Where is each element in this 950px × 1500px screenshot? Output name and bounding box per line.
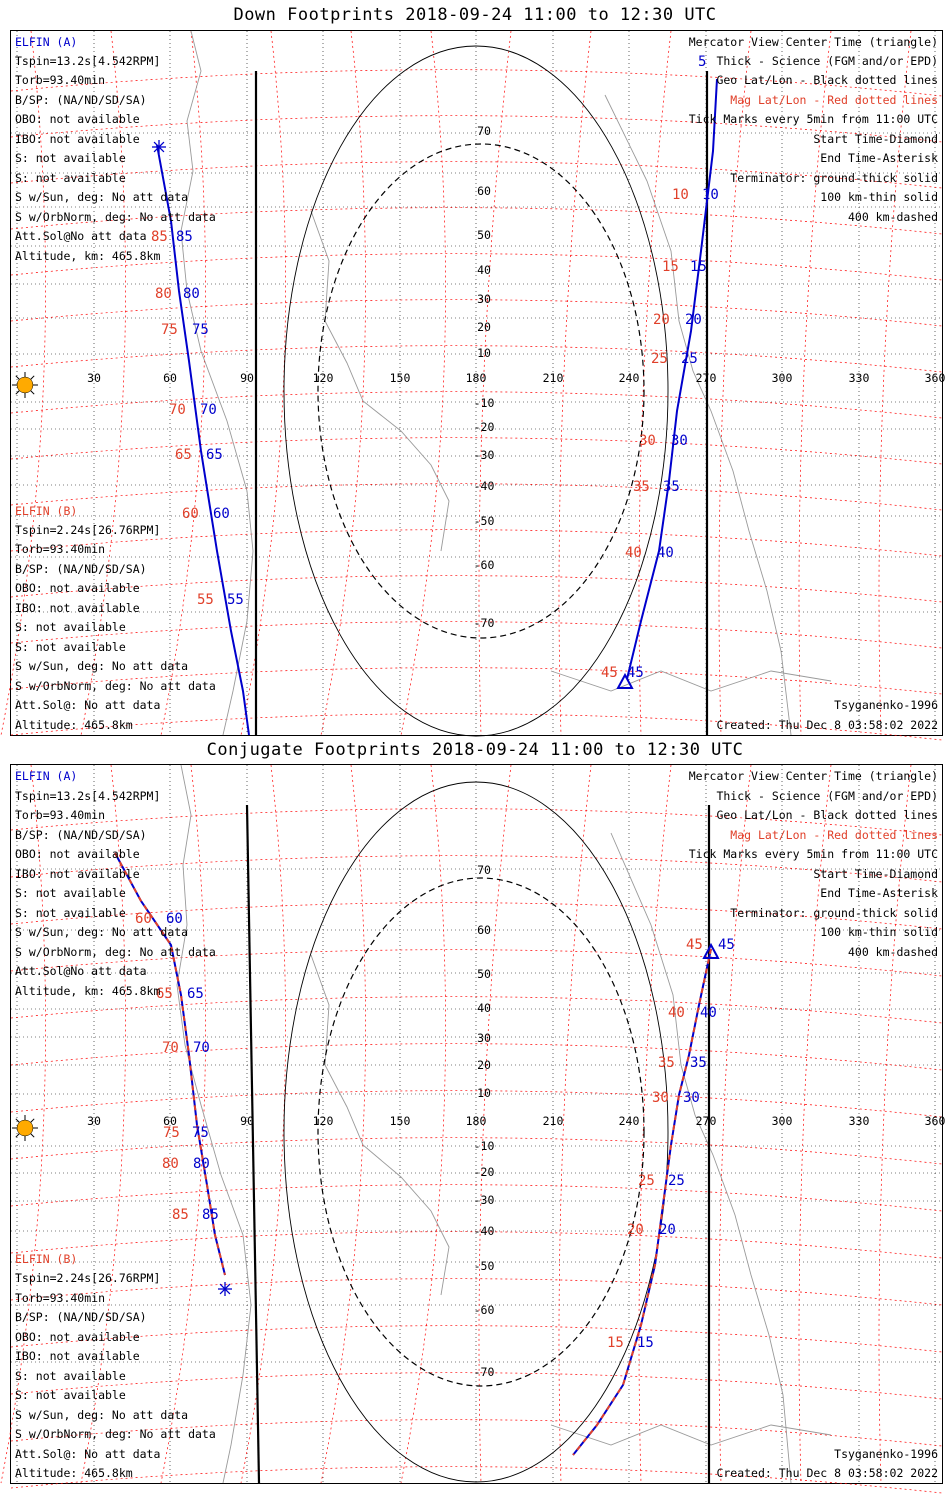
sat-a-line: S w/OrbNorm, deg: No att data xyxy=(15,945,216,959)
mag-meridian xyxy=(719,31,751,735)
latitude-label: 50 xyxy=(477,967,491,981)
down-footprints-title: Down Footprints 2018-09-24 11:00 to 12:30 UTC xyxy=(233,5,717,25)
sat-b-line: S: not available xyxy=(15,620,126,634)
latitude-label: 10 xyxy=(477,1086,491,1100)
tick-label-a: 10 xyxy=(702,187,719,203)
sat-b-line: B/SP: (NA/ND/SD/SA) xyxy=(15,1310,147,1324)
longitude-label: 180 xyxy=(465,1114,487,1128)
tick-label-a: 35 xyxy=(690,1055,707,1071)
longitude-label: 360 xyxy=(924,371,946,385)
longitude-label: 60 xyxy=(163,371,177,385)
sat-b-line: S w/Sun, deg: No att data xyxy=(15,659,189,673)
longitude-label: 60 xyxy=(163,1114,177,1128)
latitude-label: 60 xyxy=(477,923,491,937)
down-footprints-map xyxy=(10,30,946,736)
sat-b-line: Tspin=2.24s[26.76RPM] xyxy=(15,1271,161,1285)
conjugate-footprints-map xyxy=(10,764,946,1484)
tick-label-a: 5 xyxy=(698,54,707,70)
latitude-label: -40 xyxy=(473,1224,495,1238)
tick-label-b: 30 xyxy=(639,433,656,449)
tick-label-a: 75 xyxy=(192,1125,209,1141)
latitude-label: -70 xyxy=(473,1365,495,1379)
legend-line: Terminator: ground-thick solid xyxy=(730,171,938,185)
tick-label-b: 35 xyxy=(633,479,650,495)
sat-a-line: Altitude, km: 465.8km xyxy=(15,249,161,263)
sat-a-line: Torb=93.40min xyxy=(15,808,106,822)
sat-a-line: Att.Sol@No att data xyxy=(15,964,147,978)
tick-label-a: 45 xyxy=(627,665,644,681)
sat-b-line: OBO: not available xyxy=(15,1330,140,1344)
tick-label-b: 75 xyxy=(161,322,178,338)
tick-label-a: 70 xyxy=(193,1040,210,1056)
latitude-label: 40 xyxy=(477,263,491,277)
tick-label-b: 70 xyxy=(169,402,186,418)
sat-a-line: IBO: not available xyxy=(15,867,140,881)
tick-label-b: 85 xyxy=(151,229,168,245)
tick-label-b: 10 xyxy=(672,187,689,203)
latitude-label: -60 xyxy=(473,1303,495,1317)
tick-label-b: 60 xyxy=(135,911,152,927)
sat-a-line: S: not available xyxy=(15,906,126,920)
tick-label-a: 20 xyxy=(685,312,702,328)
legend-line: Thick - Science (FGM and/or EPD) xyxy=(716,789,938,803)
longitude-label: 240 xyxy=(618,371,640,385)
legend-line: Tick Marks every 5min from 11:00 UTC xyxy=(688,112,938,126)
sun-ray xyxy=(16,1134,20,1138)
mag-meridian xyxy=(639,765,671,1483)
sat-b-line: Altitude: 465.8km xyxy=(15,718,133,732)
longitude-label: 210 xyxy=(542,371,564,385)
tick-label-a: 25 xyxy=(681,351,698,367)
tick-label-a: 80 xyxy=(183,286,200,302)
tick-label-b: 35 xyxy=(658,1055,675,1071)
sat-b-line: Altitude: 465.8km xyxy=(15,1466,133,1480)
sun-ray xyxy=(16,391,20,395)
tick-label-b: 65 xyxy=(156,986,173,1002)
tick-label-b: 55 xyxy=(197,592,214,608)
sat-a-name: ELFIN (A) xyxy=(15,769,78,783)
legend-line: Mercator View Center Time (triangle) xyxy=(688,769,938,783)
sat-b-line: S: not available xyxy=(15,640,126,654)
legend-line: Geo Lat/Lon - Black dotted lines xyxy=(716,808,938,822)
sat-a-line: Tspin=13.2s[4.542RPM] xyxy=(15,789,161,803)
latitude-label: 70 xyxy=(477,124,491,138)
sat-b-line: OBO: not available xyxy=(15,581,140,595)
tick-label-a: 20 xyxy=(659,1222,676,1238)
longitude-label: 120 xyxy=(312,371,334,385)
longitude-label: 30 xyxy=(87,1114,101,1128)
tick-label-a: 85 xyxy=(202,1207,219,1223)
sat-a-line: IBO: not available xyxy=(15,132,140,146)
tick-label-b: 45 xyxy=(686,937,703,953)
tick-label-a: 60 xyxy=(213,506,230,522)
legend-line: 400 km-dashed xyxy=(847,210,938,224)
longitude-label: 240 xyxy=(618,1114,640,1128)
sat-a-name: ELFIN (A) xyxy=(15,35,78,49)
mag-meridian xyxy=(559,31,591,735)
latitude-label: 40 xyxy=(477,1001,491,1015)
down-map-canvas xyxy=(11,31,946,735)
sat-a-line: Torb=93.40min xyxy=(15,73,106,87)
tick-label-a: 60 xyxy=(166,911,183,927)
sat-b-line: Att.Sol@: No att data xyxy=(15,698,161,712)
tick-label-b: 70 xyxy=(162,1040,179,1056)
tick-label-a: 30 xyxy=(683,1090,700,1106)
tick-label-b: 85 xyxy=(172,1207,189,1223)
sat-b-line: S: not available xyxy=(15,1388,126,1402)
created-label: Created: Thu Dec 8 03:58:02 2022 xyxy=(716,1466,938,1480)
sun-ray xyxy=(31,376,35,380)
latitude-label: 50 xyxy=(477,228,491,242)
created-label: Created: Thu Dec 8 03:58:02 2022 xyxy=(716,718,938,732)
sat-b-line: Att.Sol@: No att data xyxy=(15,1447,161,1461)
tick-label-a: 15 xyxy=(690,259,707,275)
sat-b-line: IBO: not available xyxy=(15,1349,140,1363)
latitude-label: -30 xyxy=(473,1193,495,1207)
longitude-label: 90 xyxy=(240,371,254,385)
tick-label-b: 60 xyxy=(182,506,199,522)
legend-line: End Time-Asterisk xyxy=(820,886,938,900)
conjugate-map-canvas xyxy=(11,765,946,1483)
latitude-label: -50 xyxy=(473,1259,495,1273)
longitude-label: 270 xyxy=(695,371,717,385)
tick-label-b: 65 xyxy=(175,447,192,463)
sun-ray xyxy=(31,391,35,395)
latitude-label: -20 xyxy=(473,420,495,434)
latitude-label: 60 xyxy=(477,184,491,198)
tick-label-a: 35 xyxy=(663,479,680,495)
sat-b-line: S w/OrbNorm, deg: No att data xyxy=(15,679,216,693)
latitude-label: -10 xyxy=(473,1139,495,1153)
longitude-label: 300 xyxy=(771,371,793,385)
longitude-label: 180 xyxy=(465,371,487,385)
latitude-label: 30 xyxy=(477,1031,491,1045)
sat-a-line: S w/Sun, deg: No att data xyxy=(15,190,189,204)
longitude-label: 330 xyxy=(848,1114,870,1128)
tick-label-b: 80 xyxy=(162,1156,179,1172)
sun-ray xyxy=(16,1119,20,1123)
sat-b-line: S: not available xyxy=(15,1369,126,1383)
longitude-label: 30 xyxy=(87,371,101,385)
sun-icon xyxy=(17,377,33,393)
mag-meridian xyxy=(559,765,591,1483)
tick-label-a: 30 xyxy=(671,433,688,449)
conjugate-footprints-title: Conjugate Footprints 2018-09-24 11:00 to 12:30 UTC xyxy=(206,740,744,760)
longitude-label: 300 xyxy=(771,1114,793,1128)
latitude-label: -40 xyxy=(473,479,495,493)
sat-a-line: B/SP: (NA/ND/SD/SA) xyxy=(15,93,147,107)
tick-label-b: 80 xyxy=(155,286,172,302)
longitude-label: 210 xyxy=(542,1114,564,1128)
sat-b-line: B/SP: (NA/ND/SD/SA) xyxy=(15,562,147,576)
longitude-label: 150 xyxy=(389,371,411,385)
tick-label-b: 40 xyxy=(668,1005,685,1021)
sat-b-line: Tspin=2.24s[26.76RPM] xyxy=(15,523,161,537)
sun-ray xyxy=(16,376,20,380)
coastline xyxy=(611,833,791,1483)
sat-a-line: S: not available xyxy=(15,171,126,185)
sat-a-line: OBO: not available xyxy=(15,112,140,126)
longitude-label: 150 xyxy=(389,1114,411,1128)
tick-label-b: 15 xyxy=(662,259,679,275)
legend-line: Start Time-Diamond xyxy=(813,867,938,881)
sat-a-line: Att.Sol@No att data xyxy=(15,229,147,243)
sat-b-line: IBO: not available xyxy=(15,601,140,615)
sat-a-line: Altitude, km: 465.8km xyxy=(15,984,161,998)
tick-label-b: 25 xyxy=(638,1173,655,1189)
tick-label-b: 75 xyxy=(163,1125,180,1141)
sat-a-line: OBO: not available xyxy=(15,847,140,861)
legend-line: Start Time-Diamond xyxy=(813,132,938,146)
latitude-label: 30 xyxy=(477,292,491,306)
legend-line: Terminator: ground-thick solid xyxy=(730,906,938,920)
tick-label-b: 20 xyxy=(627,1222,644,1238)
mag-parallel xyxy=(11,576,942,602)
sat-b-name: ELFIN (B) xyxy=(15,1252,78,1266)
longitude-label: 120 xyxy=(312,1114,334,1128)
legend-line: 100 km-thin solid xyxy=(820,190,938,204)
sat-a-line: S w/OrbNorm, deg: No att data xyxy=(15,210,216,224)
legend-line: End Time-Asterisk xyxy=(820,151,938,165)
footprint-track xyxy=(157,145,249,735)
latitude-label: -50 xyxy=(473,514,495,528)
longitude-label: 330 xyxy=(848,371,870,385)
tick-label-a: 65 xyxy=(206,447,223,463)
longitude-label: 270 xyxy=(695,1114,717,1128)
latitude-label: -20 xyxy=(473,1165,495,1179)
tick-label-a: 70 xyxy=(200,402,217,418)
tick-label-b: 30 xyxy=(652,1090,669,1106)
tick-label-a: 55 xyxy=(227,592,244,608)
legend-line: Geo Lat/Lon - Black dotted lines xyxy=(716,73,938,87)
longitude-label: 360 xyxy=(924,1114,946,1128)
tick-label-b: 40 xyxy=(625,545,642,561)
sat-b-name: ELFIN (B) xyxy=(15,504,78,518)
tick-label-a: 40 xyxy=(700,1005,717,1021)
tick-label-a: 65 xyxy=(187,986,204,1002)
latitude-label: 10 xyxy=(477,346,491,360)
latitude-label: -30 xyxy=(473,448,495,462)
mag-parallel xyxy=(11,1326,942,1352)
latitude-label: 20 xyxy=(477,320,491,334)
legend-line: Mag Lat/Lon - Red dotted lines xyxy=(730,828,938,842)
tick-label-a: 85 xyxy=(176,229,193,245)
mag-meridian xyxy=(719,765,751,1483)
tick-label-a: 25 xyxy=(668,1173,685,1189)
tick-label-b: 20 xyxy=(653,312,670,328)
legend-line: 100 km-thin solid xyxy=(820,925,938,939)
legend-line: Thick - Science (FGM and/or EPD) xyxy=(716,54,938,68)
tick-label-b: 25 xyxy=(651,351,668,367)
latitude-label: -60 xyxy=(473,558,495,572)
legend-line: Mercator View Center Time (triangle) xyxy=(688,35,938,49)
legend-line: Tick Marks every 5min from 11:00 UTC xyxy=(688,847,938,861)
latitude-label: -70 xyxy=(473,616,495,630)
sat-b-line: S w/Sun, deg: No att data xyxy=(15,1408,189,1422)
model-label: Tsyganenko-1996 xyxy=(834,1447,938,1461)
latitude-label: 20 xyxy=(477,1058,491,1072)
tick-label-a: 75 xyxy=(192,322,209,338)
tick-label-a: 15 xyxy=(637,1335,654,1351)
sun-ray xyxy=(31,1119,35,1123)
sat-a-line: Tspin=13.2s[4.542RPM] xyxy=(15,54,161,68)
model-label: Tsyganenko-1996 xyxy=(834,698,938,712)
tick-label-b: 45 xyxy=(601,665,618,681)
sat-b-line: Torb=93.40min xyxy=(15,542,106,556)
sat-a-line: S: not available xyxy=(15,886,126,900)
sat-b-line: Torb=93.40min xyxy=(15,1291,106,1305)
tick-label-a: 45 xyxy=(718,937,735,953)
tick-label-b: 15 xyxy=(607,1335,624,1351)
tick-label-a: 80 xyxy=(193,1156,210,1172)
latitude-label: 70 xyxy=(477,863,491,877)
sat-b-line: S w/OrbNorm, deg: No att data xyxy=(15,1427,216,1441)
sun-icon xyxy=(17,1120,33,1136)
sat-a-line: S w/Sun, deg: No att data xyxy=(15,925,189,939)
sat-a-line: S: not available xyxy=(15,151,126,165)
sat-a-line: B/SP: (NA/ND/SD/SA) xyxy=(15,828,147,842)
legend-line: 400 km-dashed xyxy=(847,945,938,959)
sun-ray xyxy=(31,1134,35,1138)
legend-line: Mag Lat/Lon - Red dotted lines xyxy=(730,93,938,107)
longitude-label: 90 xyxy=(240,1114,254,1128)
coastline xyxy=(551,1425,831,1445)
latitude-label: -10 xyxy=(473,396,495,410)
tick-label-a: 40 xyxy=(657,545,674,561)
